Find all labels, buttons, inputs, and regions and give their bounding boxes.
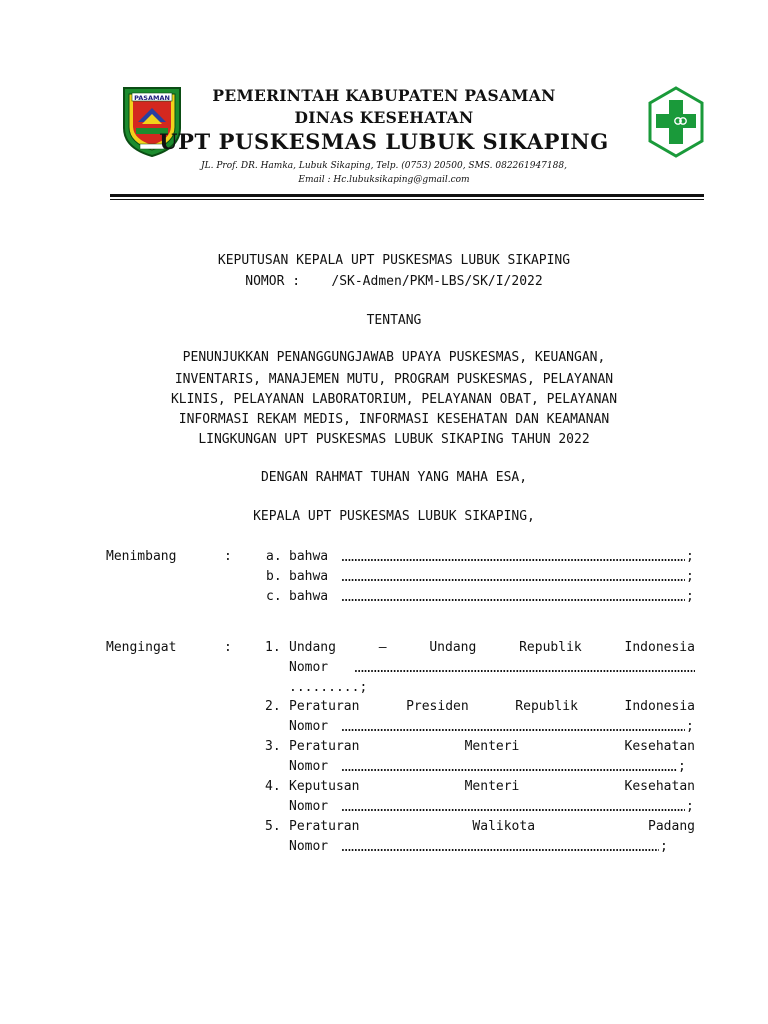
- mengingat-marker: 4.: [265, 779, 281, 794]
- menimbang-item-end: ;: [686, 569, 694, 584]
- heading-word: Kesehatan: [624, 779, 695, 794]
- decree-subject-line: INFORMASI REKAM MEDIS, INFORMASI KESEHATAN DAN KEAMANAN: [178, 412, 610, 427]
- letterhead-email: Email : Hc.lubuksikaping@gmail.com: [298, 175, 470, 185]
- heading-word: Peraturan: [289, 699, 360, 714]
- decree-subject-line: KLINIS, PELAYANAN LABORATORIUM, PELAYANAN OBAT, PELAYANAN: [170, 392, 618, 407]
- mengingat-colon: :: [224, 640, 232, 655]
- menimbang-item-end: ;: [686, 549, 694, 564]
- menimbang-marker: c.: [266, 589, 282, 604]
- blank-fill-dots: [339, 570, 685, 586]
- health-cross-icon: [647, 86, 705, 158]
- mengingat-nomor: Nomor: [289, 759, 329, 774]
- blank-fill-dots: [352, 661, 695, 677]
- mengingat-label: Mengingat: [106, 640, 177, 655]
- decree-number: NOMOR : /SK-Admen/PKM-LBS/SK/I/2022: [245, 274, 543, 289]
- decree-subject-line: INVENTARIS, MANAJEMEN MUTU, PROGRAM PUSKESMAS, PELAYANAN: [174, 372, 614, 387]
- menimbang-item-end: ;: [686, 589, 694, 604]
- menimbang-colon: :: [224, 549, 232, 564]
- letterhead-divider-thin: [110, 199, 704, 200]
- blessing-line: DENGAN RAHMAT TUHAN YANG MAHA ESA,: [260, 470, 528, 485]
- mengingat-nomor: Nomor: [289, 839, 329, 854]
- heading-word: Peraturan: [289, 819, 360, 834]
- heading-word: Republik: [519, 640, 582, 655]
- decree-subject-line: PENUNJUKKAN PENANGGUNGJAWAB UPAYA PUSKESMAS, KEUANGAN,: [182, 350, 606, 365]
- decree-subject-line: LINGKUNGAN UPT PUSKESMAS LUBUK SIKAPING TAHUN 2022: [198, 432, 590, 447]
- blank-fill-dots: [339, 760, 677, 776]
- mengingat-item-end: ;: [686, 719, 694, 734]
- heading-word: Republik: [515, 699, 578, 714]
- menimbang-marker: a.: [266, 549, 282, 564]
- blank-fill-dots: [339, 720, 685, 736]
- svg-text:PASAMAN: PASAMAN: [134, 93, 170, 102]
- menimbang-item-text: bahwa: [289, 569, 329, 584]
- heading-word: Undang: [429, 640, 477, 655]
- menimbang-item-text: bahwa: [289, 589, 329, 604]
- letterhead-divider-thick: [110, 194, 704, 197]
- mengingat-item-heading: [289, 640, 695, 655]
- menimbang-marker: b.: [266, 569, 282, 584]
- heading-word: Indonesia: [624, 640, 695, 655]
- letterhead-unit: UPT PUSKESMAS LUBUK SIKAPING: [159, 129, 609, 154]
- heading-word: Menteri: [464, 739, 520, 754]
- heading-word: Presiden: [406, 699, 469, 714]
- decree-about: TENTANG: [366, 313, 422, 328]
- letterhead-government: PEMERINTAH KABUPATEN PASAMAN: [212, 86, 556, 105]
- letterhead-office: DINAS KESEHATAN: [294, 108, 474, 127]
- blank-fill-dots: [339, 550, 685, 566]
- decree-title: KEPUTUSAN KEPALA UPT PUSKESMAS LUBUK SIKAPING: [217, 253, 571, 268]
- heading-word: –: [378, 640, 387, 655]
- blank-fill-dots: [339, 800, 685, 816]
- mengingat-nomor: Nomor: [289, 719, 329, 734]
- mengingat-marker: 2.: [265, 699, 281, 714]
- blank-fill-dots: [339, 840, 659, 856]
- mengingat-marker: 5.: [265, 819, 281, 834]
- heading-word: Peraturan: [289, 739, 360, 754]
- mengingat-nomor: Nomor: [289, 799, 329, 814]
- heading-word: Padang: [648, 819, 695, 834]
- blank-fill-dots: [339, 590, 685, 606]
- mengingat-marker: 3.: [265, 739, 281, 754]
- mengingat-item-heading: [289, 739, 695, 754]
- mengingat-item-end: ;: [686, 799, 694, 814]
- mengingat-continuation: .........;: [289, 680, 368, 695]
- mengingat-item-end: ;: [678, 759, 686, 774]
- heading-word: Kesehatan: [624, 739, 695, 754]
- heading-word: Menteri: [464, 779, 520, 794]
- heading-word: Undang: [289, 640, 336, 655]
- heading-word: Indonesia: [624, 699, 695, 714]
- mengingat-marker: 1.: [265, 640, 281, 655]
- mengingat-item-heading: [289, 819, 695, 834]
- mengingat-item-end: ;: [660, 839, 668, 854]
- mengingat-item-heading: [289, 779, 695, 794]
- menimbang-item-text: bahwa: [289, 549, 329, 564]
- heading-word: Keputusan: [289, 779, 360, 794]
- authority-line: KEPALA UPT PUSKESMAS LUBUK SIKAPING,: [253, 509, 535, 524]
- heading-word: Walikota: [472, 819, 536, 834]
- letterhead-address: JL. Prof. DR. Hamka, Lubuk Sikaping, Telp. (0753) 20500, SMS. 082261947188,: [201, 161, 567, 171]
- mengingat-nomor: Nomor: [289, 660, 329, 675]
- mengingat-item-heading: [289, 699, 695, 714]
- menimbang-label: Menimbang: [106, 549, 177, 564]
